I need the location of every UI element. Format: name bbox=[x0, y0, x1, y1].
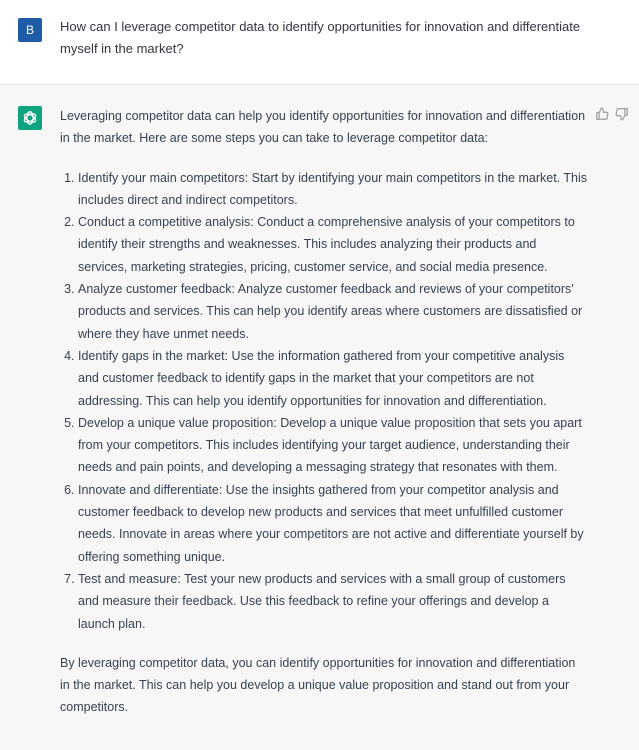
thumbs-down-icon[interactable] bbox=[615, 107, 629, 121]
user-avatar: B bbox=[18, 18, 42, 42]
list-item: 3. Analyze customer feedback: Analyze customer feedback and reviews of your competitors' products and services. This can help you identify areas where customers are dissatisfied or where they have unmet needs. bbox=[78, 278, 588, 345]
openai-logo-icon bbox=[18, 106, 42, 130]
assistant-message-text bbox=[60, 105, 588, 719]
feedback-controls bbox=[595, 107, 629, 121]
steps-list bbox=[60, 167, 588, 635]
list-item: 1. Identify your main competitors: Start by identifying your main competitors in the market. This includes direct and indirect competitors. bbox=[78, 167, 588, 212]
list-item: 2. Conduct a competitive analysis: Conduct a comprehensive analysis of your competitors to identify their strengths and weaknesses. This includes analyzing their products and services, marketing strategies, pricing, customer service, and social media presence. bbox=[78, 211, 588, 278]
user-message-row bbox=[0, 0, 639, 85]
list-item: 6. Innovate and differentiate: Use the insights gathered from your competitor analysis and customer feedback to develop new products and services that meet unfulfilled customer needs. Innovate in areas where your competitors are not active and differentiate yourself by offering something unique. bbox=[78, 479, 588, 568]
assistant-message-row bbox=[0, 85, 639, 750]
thumbs-up-icon[interactable] bbox=[595, 107, 609, 121]
list-item: 7. Test and measure: Test your new products and services with a small group of customers and measure their feedback. Use this feedback to refine your offerings and develop a launch plan. bbox=[78, 568, 588, 635]
list-item: 5. Develop a unique value proposition: Develop a unique value proposition that sets you apart from your competitors. This includes identifying your target audience, understanding their needs and pain points, and developing a messaging strategy that resonates with them. bbox=[78, 412, 588, 479]
answer-intro: Leveraging competitor data can help you identify opportunities for innovation and differentiation in the market. Here are some steps you can take to leverage competitor data: bbox=[60, 109, 586, 146]
user-message-text: How can I leverage competitor data to identify opportunities for innovation and differentiate myself in the market? bbox=[60, 19, 581, 56]
list-item: 4. Identify gaps in the market: Use the information gathered from your competitive analysis and customer feedback to identify gaps in the market that your competitors are not addressing. This can help you identify opportunities for innovation and differentiation. bbox=[78, 345, 588, 412]
answer-conclusion: By leveraging competitor data, you can identify opportunities for innovation and differentiation in the market. This can help you develop a unique value proposition and stand out from your competitors. bbox=[60, 655, 576, 715]
